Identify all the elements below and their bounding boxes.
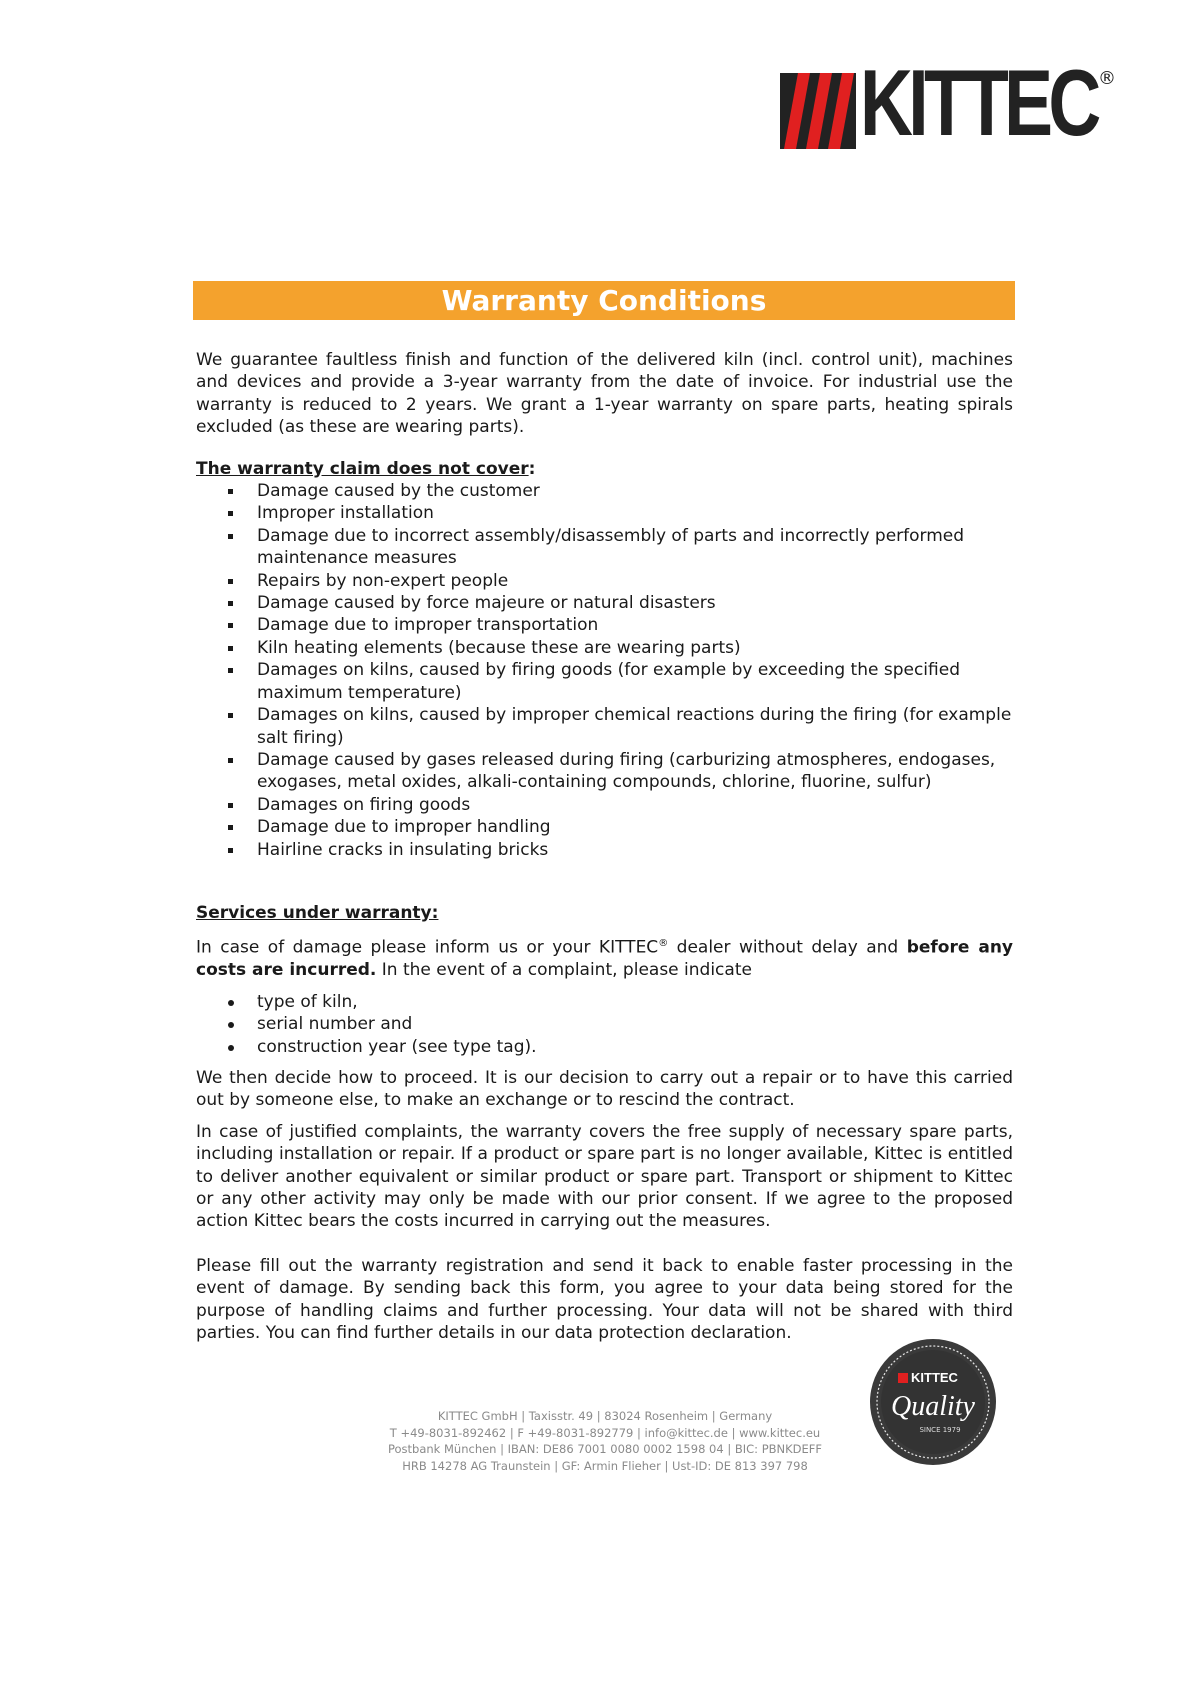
list-item: Damages on kilns, caused by improper chemical reactions during the firing (for example salt firing)	[196, 704, 1013, 749]
list-item: Damage due to improper transportation	[196, 614, 1013, 636]
exclusions-heading: The warranty claim does not cover:	[196, 458, 536, 479]
seal-since: SINCE 1979	[919, 1426, 961, 1434]
footer-bank: Postbank München | IBAN: DE86 7001 0080 0002 1598 04 | BIC: PBNKDEFF	[387, 1442, 823, 1456]
list-item: Hairline cracks in insulating bricks	[196, 839, 1013, 861]
seal-quality-word: Quality	[891, 1391, 975, 1422]
company-footer	[340, 1408, 870, 1474]
logo-registered-mark: ®	[1098, 68, 1116, 89]
kittec-logo	[780, 50, 1120, 155]
logo-stripes-icon	[780, 73, 856, 149]
list-item: serial number and	[196, 1013, 1013, 1035]
list-item: Improper installation	[196, 502, 1013, 524]
services-paragraph-4: Please fill out the warranty registration and send it back to enable faster processing in the event of damage. By sending back this form, you agree to your data being stored for the purpose of handling claims and further processing. Your data will not be shared with third parties. You can find further details in our data protection declaration.	[196, 1255, 1013, 1344]
list-item: Damages on firing goods	[196, 794, 1013, 816]
exclusions-list	[196, 480, 1013, 861]
services-paragraph-2: We then decide how to proceed. It is our decision to carry out a repair or to have this carried out by someone else, to make an exchange or to rescind the contract.	[196, 1068, 1013, 1111]
list-item: Damage due to incorrect assembly/disassembly of parts and incorrectly performed maintenance measures	[196, 525, 1013, 570]
services-heading: Services under warranty:	[196, 902, 439, 923]
list-item: Damage caused by force majeure or natural disasters	[196, 592, 1013, 614]
quality-seal-icon	[868, 1337, 998, 1467]
footer-registry: HRB 14278 AG Traunstein | GF: Armin Flieher | Ust-ID: DE 813 397 798	[402, 1458, 808, 1473]
list-item: Damage caused by the customer	[196, 480, 1013, 502]
seal-logo-mark	[898, 1373, 908, 1383]
list-item: type of kiln,	[196, 991, 1013, 1013]
intro-paragraph: We guarantee faultless finish and function of the delivered kiln (incl. control unit), machines and devices and provide a 3-year warranty from the date of invoice. For industrial use the warranty is reduced to 2 years. We grant a 1-year warranty on spare parts, heating spirals excluded (as these are wearing parts).	[196, 350, 1013, 438]
seal-brand: KITTEC	[911, 1370, 958, 1385]
services-paragraph-3: In case of justified complaints, the warranty covers the free supply of necessary spare parts, including installation or repair. If a product or spare part is no longer available, Kittec is entitled to deliver another equivalent or similar product or spare part. Transport or shipment to Kittec or any other activity may only be made with our prior consent. If we agree to the proposed action Kittec bears the costs incurred in carrying out the measures.	[196, 1121, 1013, 1232]
list-item: Damage due to improper handling	[196, 816, 1013, 838]
document-body	[196, 349, 1013, 1345]
footer-contact: T +49-8031-892462 | F +49-8031-892779 | info@kittec.de | www.kittec.eu	[389, 1425, 821, 1440]
list-item: Kiln heating elements (because these are wearing parts)	[196, 637, 1013, 659]
list-item: Repairs by non-expert people	[196, 570, 1013, 592]
page-title: Warranty Conditions	[193, 281, 1015, 320]
list-item: construction year (see type tag).	[196, 1036, 1013, 1058]
list-item: Damage caused by gases released during firing (carburizing atmospheres, endogases, exogases, metal oxides, alkali-containing compounds, chlorine, fluorine, sulfur)	[196, 749, 1013, 794]
complaint-details-list	[196, 991, 1013, 1058]
logo-wordmark: KITTEC	[860, 50, 1097, 155]
footer-address: KITTEC GmbH | Taxisstr. 49 | 83024 Rosenheim | Germany	[437, 1409, 773, 1423]
list-item: Damages on kilns, caused by firing goods (for example by exceeding the specified maximum temperature)	[196, 659, 1013, 704]
services-paragraph-1: In case of damage please inform us or your KITTEC® dealer without delay and before any costs are incurred. In the event of a complaint, please indicate	[196, 938, 1014, 981]
